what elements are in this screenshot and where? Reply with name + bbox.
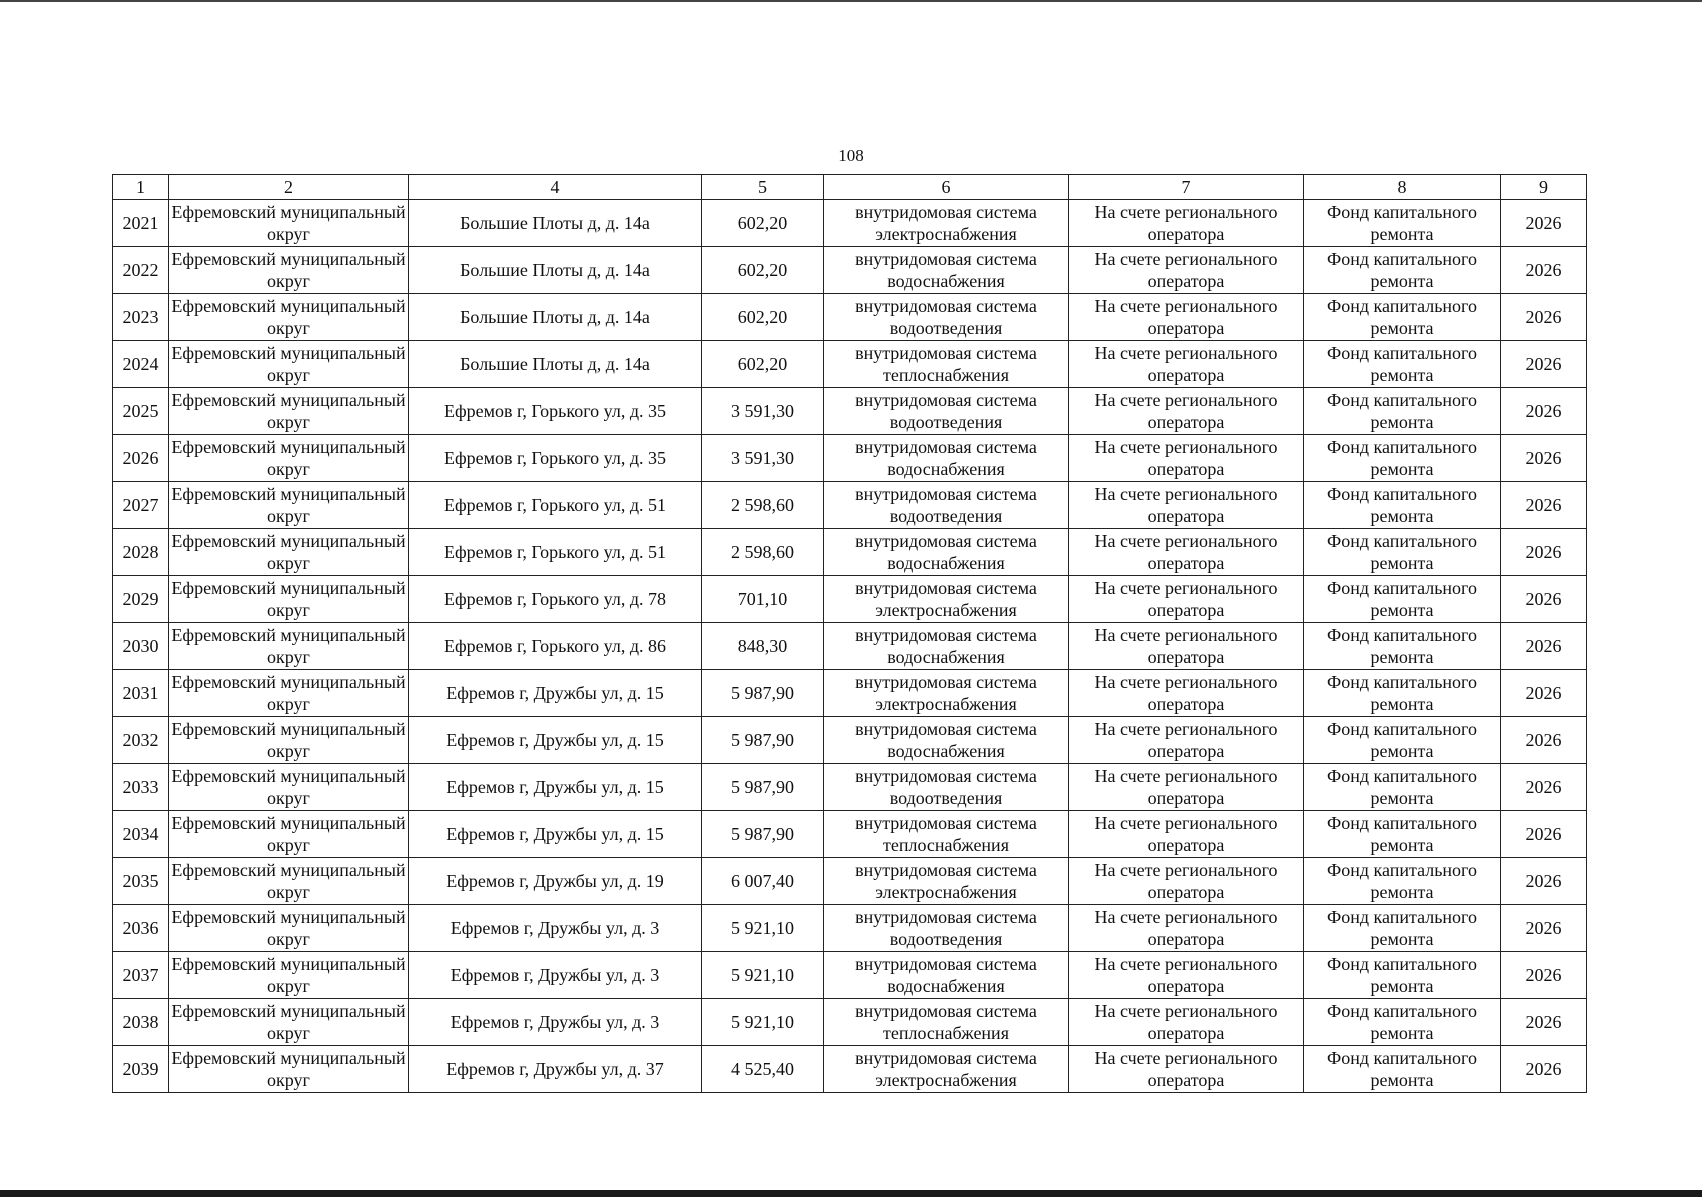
column-header: 6 — [824, 175, 1069, 200]
table-row — [113, 670, 1587, 717]
row-number-cell: 2028 — [113, 529, 169, 576]
address-cell: Ефремов г, Дружбы ул, д. 3 — [409, 952, 702, 999]
area-cell: 701,10 — [702, 576, 824, 623]
engineering-system-cell: внутридомовая система водоотведения — [824, 388, 1069, 435]
funding-source-cell: Фонд капитального ремонта — [1304, 200, 1501, 247]
area-cell: 602,20 — [702, 341, 824, 388]
engineering-system-cell: внутридомовая система водоотведения — [824, 482, 1069, 529]
district-cell: Ефремовский муниципальный округ — [169, 623, 409, 670]
address-cell: Большие Плоты д, д. 14а — [409, 200, 702, 247]
funding-source-cell: Фонд капитального ремонта — [1304, 670, 1501, 717]
area-cell: 2 598,60 — [702, 529, 824, 576]
row-number-cell: 2035 — [113, 858, 169, 905]
column-header: 2 — [169, 175, 409, 200]
area-cell: 3 591,30 — [702, 388, 824, 435]
address-cell: Ефремов г, Горького ул, д. 51 — [409, 529, 702, 576]
planned-year-cell: 2026 — [1501, 623, 1587, 670]
district-cell: Ефремовский муниципальный округ — [169, 999, 409, 1046]
funding-source-cell: Фонд капитального ремонта — [1304, 811, 1501, 858]
column-header: 7 — [1069, 175, 1304, 200]
table-row — [113, 482, 1587, 529]
district-cell: Ефремовский муниципальный округ — [169, 670, 409, 717]
table-row — [113, 764, 1587, 811]
row-number-cell: 2022 — [113, 247, 169, 294]
row-number-cell: 2039 — [113, 1046, 169, 1093]
table-row — [113, 341, 1587, 388]
table-row — [113, 529, 1587, 576]
district-cell: Ефремовский муниципальный округ — [169, 811, 409, 858]
fund-account-cell: На счете регионального оператора — [1069, 999, 1304, 1046]
table-body — [113, 200, 1587, 1093]
planned-year-cell: 2026 — [1501, 435, 1587, 482]
engineering-system-cell: внутридомовая система электроснабжения — [824, 858, 1069, 905]
district-cell: Ефремовский муниципальный округ — [169, 717, 409, 764]
address-cell: Ефремов г, Горького ул, д. 51 — [409, 482, 702, 529]
funding-source-cell: Фонд капитального ремонта — [1304, 717, 1501, 764]
planned-year-cell: 2026 — [1501, 247, 1587, 294]
district-cell: Ефремовский муниципальный округ — [169, 294, 409, 341]
funding-source-cell: Фонд капитального ремонта — [1304, 858, 1501, 905]
address-cell: Ефремов г, Дружбы ул, д. 15 — [409, 717, 702, 764]
row-number-cell: 2038 — [113, 999, 169, 1046]
fund-account-cell: На счете регионального оператора — [1069, 341, 1304, 388]
row-number-cell: 2021 — [113, 200, 169, 247]
funding-source-cell: Фонд капитального ремонта — [1304, 482, 1501, 529]
planned-year-cell: 2026 — [1501, 999, 1587, 1046]
engineering-system-cell: внутридомовая система водоснабжения — [824, 529, 1069, 576]
planned-year-cell: 2026 — [1501, 764, 1587, 811]
row-number-cell: 2030 — [113, 623, 169, 670]
funding-source-cell: Фонд капитального ремонта — [1304, 623, 1501, 670]
fund-account-cell: На счете регионального оператора — [1069, 717, 1304, 764]
table-row — [113, 576, 1587, 623]
address-cell: Ефремов г, Дружбы ул, д. 15 — [409, 764, 702, 811]
district-cell: Ефремовский муниципальный округ — [169, 482, 409, 529]
address-cell: Большие Плоты д, д. 14а — [409, 294, 702, 341]
table-row — [113, 717, 1587, 764]
district-cell: Ефремовский муниципальный округ — [169, 1046, 409, 1093]
fund-account-cell: На счете регионального оператора — [1069, 435, 1304, 482]
area-cell: 5 921,10 — [702, 952, 824, 999]
area-cell: 3 591,30 — [702, 435, 824, 482]
table-row — [113, 435, 1587, 482]
capital-repair-table — [112, 174, 1587, 1093]
table-row — [113, 905, 1587, 952]
fund-account-cell: На счете регионального оператора — [1069, 905, 1304, 952]
area-cell: 848,30 — [702, 623, 824, 670]
address-cell: Ефремов г, Дружбы ул, д. 15 — [409, 670, 702, 717]
area-cell: 602,20 — [702, 294, 824, 341]
area-cell: 5 987,90 — [702, 670, 824, 717]
bottom-border-line — [0, 1190, 1702, 1197]
table-row — [113, 811, 1587, 858]
funding-source-cell: Фонд капитального ремонта — [1304, 341, 1501, 388]
engineering-system-cell: внутридомовая система водоотведения — [824, 764, 1069, 811]
planned-year-cell: 2026 — [1501, 670, 1587, 717]
district-cell: Ефремовский муниципальный округ — [169, 905, 409, 952]
planned-year-cell: 2026 — [1501, 200, 1587, 247]
funding-source-cell: Фонд капитального ремонта — [1304, 1046, 1501, 1093]
engineering-system-cell: внутридомовая система водоснабжения — [824, 623, 1069, 670]
planned-year-cell: 2026 — [1501, 341, 1587, 388]
column-header: 5 — [702, 175, 824, 200]
area-cell: 602,20 — [702, 200, 824, 247]
engineering-system-cell: внутридомовая система водоотведения — [824, 294, 1069, 341]
funding-source-cell: Фонд капитального ремонта — [1304, 529, 1501, 576]
fund-account-cell: На счете регионального оператора — [1069, 576, 1304, 623]
table-row — [113, 1046, 1587, 1093]
row-number-cell: 2025 — [113, 388, 169, 435]
address-cell: Ефремов г, Горького ул, д. 78 — [409, 576, 702, 623]
planned-year-cell: 2026 — [1501, 529, 1587, 576]
planned-year-cell: 2026 — [1501, 717, 1587, 764]
fund-account-cell: На счете регионального оператора — [1069, 247, 1304, 294]
fund-account-cell: На счете регионального оператора — [1069, 764, 1304, 811]
engineering-system-cell: внутридомовая система электроснабжения — [824, 1046, 1069, 1093]
table-row — [113, 247, 1587, 294]
address-cell: Большие Плоты д, д. 14а — [409, 341, 702, 388]
district-cell: Ефремовский муниципальный округ — [169, 435, 409, 482]
district-cell: Ефремовский муниципальный округ — [169, 341, 409, 388]
address-cell: Ефремов г, Горького ул, д. 35 — [409, 388, 702, 435]
row-number-cell: 2023 — [113, 294, 169, 341]
engineering-system-cell: внутридомовая система водоснабжения — [824, 717, 1069, 764]
fund-account-cell: На счете регионального оператора — [1069, 858, 1304, 905]
funding-source-cell: Фонд капитального ремонта — [1304, 905, 1501, 952]
planned-year-cell: 2026 — [1501, 858, 1587, 905]
address-cell: Ефремов г, Дружбы ул, д. 15 — [409, 811, 702, 858]
address-cell: Ефремов г, Горького ул, д. 86 — [409, 623, 702, 670]
fund-account-cell: На счете регионального оператора — [1069, 1046, 1304, 1093]
table-row — [113, 952, 1587, 999]
engineering-system-cell: внутридомовая система водоснабжения — [824, 952, 1069, 999]
planned-year-cell: 2026 — [1501, 388, 1587, 435]
area-cell: 5 921,10 — [702, 999, 824, 1046]
address-cell: Ефремов г, Дружбы ул, д. 37 — [409, 1046, 702, 1093]
district-cell: Ефремовский муниципальный округ — [169, 529, 409, 576]
fund-account-cell: На счете регионального оператора — [1069, 529, 1304, 576]
table-row — [113, 858, 1587, 905]
funding-source-cell: Фонд капитального ремонта — [1304, 952, 1501, 999]
row-number-cell: 2033 — [113, 764, 169, 811]
area-cell: 5 987,90 — [702, 811, 824, 858]
district-cell: Ефремовский муниципальный округ — [169, 952, 409, 999]
row-number-cell: 2032 — [113, 717, 169, 764]
funding-source-cell: Фонд капитального ремонта — [1304, 764, 1501, 811]
fund-account-cell: На счете регионального оператора — [1069, 952, 1304, 999]
address-cell: Ефремов г, Дружбы ул, д. 3 — [409, 905, 702, 952]
fund-account-cell: На счете регионального оператора — [1069, 200, 1304, 247]
planned-year-cell: 2026 — [1501, 952, 1587, 999]
row-number-cell: 2024 — [113, 341, 169, 388]
fund-account-cell: На счете регионального оператора — [1069, 670, 1304, 717]
engineering-system-cell: внутридомовая система электроснабжения — [824, 576, 1069, 623]
area-cell: 5 987,90 — [702, 764, 824, 811]
table-row — [113, 200, 1587, 247]
district-cell: Ефремовский муниципальный округ — [169, 388, 409, 435]
area-cell: 602,20 — [702, 247, 824, 294]
area-cell: 4 525,40 — [702, 1046, 824, 1093]
planned-year-cell: 2026 — [1501, 811, 1587, 858]
funding-source-cell: Фонд капитального ремонта — [1304, 999, 1501, 1046]
planned-year-cell: 2026 — [1501, 576, 1587, 623]
planned-year-cell: 2026 — [1501, 1046, 1587, 1093]
funding-source-cell: Фонд капитального ремонта — [1304, 576, 1501, 623]
planned-year-cell: 2026 — [1501, 482, 1587, 529]
district-cell: Ефремовский муниципальный округ — [169, 247, 409, 294]
row-number-cell: 2031 — [113, 670, 169, 717]
funding-source-cell: Фонд капитального ремонта — [1304, 294, 1501, 341]
address-cell: Большие Плоты д, д. 14а — [409, 247, 702, 294]
page-number: 108 — [838, 146, 864, 165]
area-cell: 6 007,40 — [702, 858, 824, 905]
engineering-system-cell: внутридомовая система теплоснабжения — [824, 999, 1069, 1046]
column-header: 4 — [409, 175, 702, 200]
fund-account-cell: На счете регионального оператора — [1069, 482, 1304, 529]
area-cell: 5 921,10 — [702, 905, 824, 952]
fund-account-cell: На счете регионального оператора — [1069, 623, 1304, 670]
table-row — [113, 999, 1587, 1046]
row-number-cell: 2037 — [113, 952, 169, 999]
engineering-system-cell: внутридомовая система теплоснабжения — [824, 341, 1069, 388]
row-number-cell: 2027 — [113, 482, 169, 529]
column-header: 1 — [113, 175, 169, 200]
fund-account-cell: На счете регионального оператора — [1069, 294, 1304, 341]
row-number-cell: 2036 — [113, 905, 169, 952]
area-cell: 2 598,60 — [702, 482, 824, 529]
engineering-system-cell: внутридомовая система водоотведения — [824, 905, 1069, 952]
engineering-system-cell: внутридомовая система водоснабжения — [824, 435, 1069, 482]
district-cell: Ефремовский муниципальный округ — [169, 576, 409, 623]
district-cell: Ефремовский муниципальный округ — [169, 764, 409, 811]
table-row — [113, 294, 1587, 341]
funding-source-cell: Фонд капитального ремонта — [1304, 435, 1501, 482]
engineering-system-cell: внутридомовая система электроснабжения — [824, 200, 1069, 247]
column-header: 8 — [1304, 175, 1501, 200]
table-row — [113, 623, 1587, 670]
column-number-header-row — [113, 175, 1587, 200]
fund-account-cell: На счете регионального оператора — [1069, 388, 1304, 435]
address-cell: Ефремов г, Горького ул, д. 35 — [409, 435, 702, 482]
row-number-cell: 2029 — [113, 576, 169, 623]
planned-year-cell: 2026 — [1501, 294, 1587, 341]
funding-source-cell: Фонд капитального ремонта — [1304, 388, 1501, 435]
row-number-cell: 2026 — [113, 435, 169, 482]
district-cell: Ефремовский муниципальный округ — [169, 200, 409, 247]
engineering-system-cell: внутридомовая система электроснабжения — [824, 670, 1069, 717]
district-cell: Ефремовский муниципальный округ — [169, 858, 409, 905]
engineering-system-cell: внутридомовая система водоснабжения — [824, 247, 1069, 294]
funding-source-cell: Фонд капитального ремонта — [1304, 247, 1501, 294]
planned-year-cell: 2026 — [1501, 905, 1587, 952]
column-header: 9 — [1501, 175, 1587, 200]
area-cell: 5 987,90 — [702, 717, 824, 764]
engineering-system-cell: внутридомовая система теплоснабжения — [824, 811, 1069, 858]
table-row — [113, 388, 1587, 435]
fund-account-cell: На счете регионального оператора — [1069, 811, 1304, 858]
address-cell: Ефремов г, Дружбы ул, д. 19 — [409, 858, 702, 905]
top-border-line — [0, 0, 1702, 2]
address-cell: Ефремов г, Дружбы ул, д. 3 — [409, 999, 702, 1046]
row-number-cell: 2034 — [113, 811, 169, 858]
